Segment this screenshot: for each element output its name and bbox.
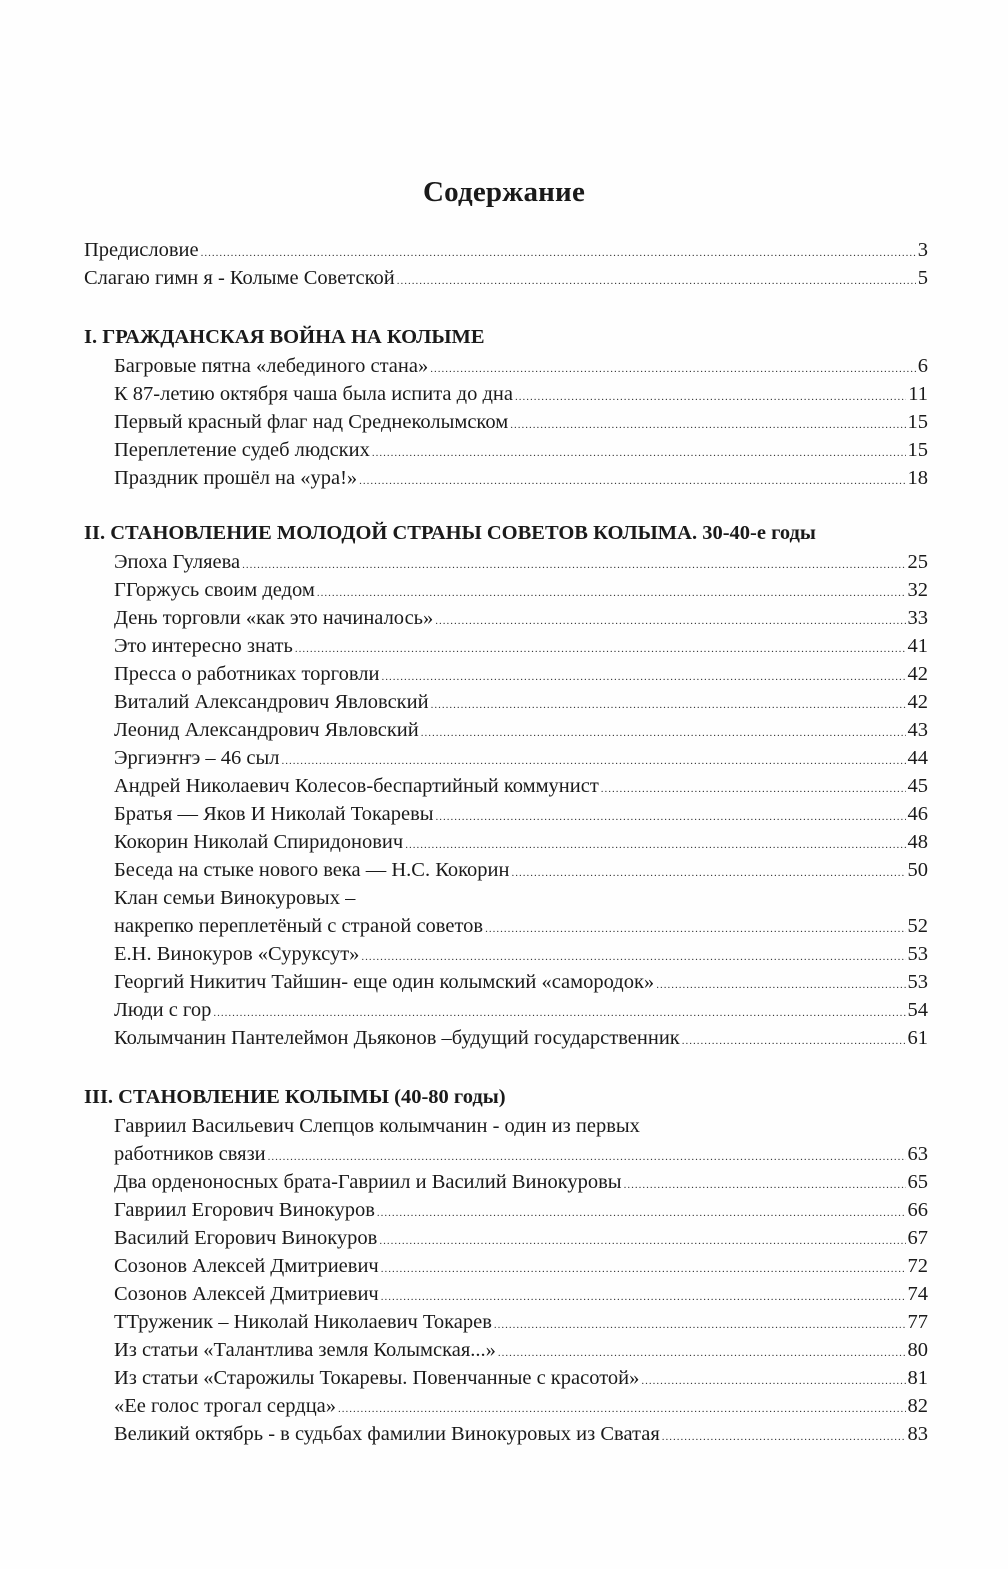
toc-entry-page: 43 <box>907 719 928 741</box>
toc-entry[interactable] <box>84 940 928 968</box>
toc-entry-title: Беседа на стыке нового века — Н.С. Кокорин <box>114 856 511 884</box>
leader-dots <box>405 831 905 859</box>
toc-entry[interactable] <box>84 996 928 1024</box>
toc-entry[interactable] <box>84 856 928 884</box>
leader-dots <box>498 1339 906 1367</box>
toc-entry[interactable] <box>84 436 928 464</box>
toc-entry-title: Праздник прошёл на «ура!» <box>114 464 359 492</box>
leader-dots <box>317 579 906 607</box>
toc-entry-title: Созонов Алексей Дмитриевич <box>114 1252 381 1280</box>
toc-entry-page: 53 <box>907 971 928 993</box>
toc-entry-page: 11 <box>908 383 928 405</box>
toc-entry-title: Люди с гор <box>114 996 213 1024</box>
toc-entry-page: 81 <box>907 1367 928 1389</box>
toc-entry[interactable] <box>84 1252 928 1280</box>
toc-entry-title: Андрей Николаевич Колесов-беспартийный коммунист <box>114 772 601 800</box>
toc-entry[interactable] <box>84 772 928 800</box>
toc-entry-page: 42 <box>907 691 928 713</box>
toc-entry-title: ГГоржусь своим дедом <box>114 576 317 604</box>
leader-dots <box>381 1283 906 1311</box>
toc-entry[interactable] <box>84 1308 928 1336</box>
toc-entry-page: 82 <box>907 1395 928 1417</box>
toc-entry[interactable] <box>84 380 928 408</box>
toc-entry-title: Переплетение судеб людских <box>114 436 372 464</box>
toc-entry[interactable] <box>84 1140 928 1168</box>
leader-dots <box>430 355 916 383</box>
toc-entry[interactable] <box>84 688 928 716</box>
leader-dots <box>377 1199 906 1227</box>
section-heading[interactable]: II. СТАНОВЛЕНИЕ МОЛОДОЙ СТРАНЫ СОВЕТОВ КОЛЫМА. 30-40-е годы <box>84 522 816 544</box>
toc-entry[interactable] <box>84 1364 928 1392</box>
toc-intro <box>84 236 928 292</box>
toc-entry[interactable] <box>84 352 928 380</box>
toc-entry[interactable] <box>84 576 928 604</box>
toc-entry-title: Виталий Александрович Явловский <box>114 688 431 716</box>
toc-entry-title: Кокорин Николай Спиридонович <box>114 828 405 856</box>
toc-entry-title: Первый красный флаг над Среднеколымском <box>114 408 510 436</box>
leader-dots <box>242 551 905 579</box>
leader-dots <box>201 239 916 267</box>
toc-entry[interactable] <box>84 1196 928 1224</box>
toc-entry-title: Колымчанин Пантелеймон Дьяконов –будущий государственник <box>114 1024 682 1052</box>
toc-entry-page: 32 <box>907 579 928 601</box>
toc-entry[interactable] <box>84 1024 928 1052</box>
toc-entry-page: 15 <box>907 439 928 461</box>
toc-entry-page: 45 <box>907 775 928 797</box>
toc-entry-title: Из статьи «Старожилы Токаревы. Повенчанные с красотой» <box>114 1364 641 1392</box>
section-heading[interactable]: III. СТАНОВЛЕНИЕ КОЛЫМЫ (40-80 годы) <box>84 1086 506 1108</box>
toc-entry-title: Георгий Никитич Тайшин- еще один колымский «самородок» <box>114 968 656 996</box>
toc-section-2 <box>84 518 928 1052</box>
toc-entry[interactable] <box>84 1336 928 1364</box>
toc-entry-title: Гавриил Егорович Винокуров <box>114 1196 377 1224</box>
toc-entry-page: 54 <box>907 999 928 1021</box>
leader-dots <box>511 859 905 887</box>
toc-entry-title: Е.Н. Винокуров «Суруксут» <box>114 940 361 968</box>
leader-dots <box>601 775 906 803</box>
leader-dots <box>436 803 906 831</box>
toc-entry-title: Эпоха Гуляева <box>114 548 242 576</box>
toc-entry[interactable] <box>84 632 928 660</box>
toc-entry[interactable] <box>84 236 928 264</box>
toc-entry-title: Великий октябрь - в судьбах фамилии Винокуровых из Сватая <box>114 1420 662 1448</box>
toc-entry-page: 33 <box>907 607 928 629</box>
leader-dots <box>510 411 905 439</box>
toc-entry-title: Это интересно знать <box>114 632 295 660</box>
leader-dots <box>624 1171 906 1199</box>
leader-dots <box>359 467 905 495</box>
toc-entry[interactable] <box>84 1168 928 1196</box>
leader-dots <box>682 1027 906 1055</box>
toc-entry-page: 18 <box>907 467 928 489</box>
toc-entry-page: 41 <box>907 635 928 657</box>
leader-dots <box>485 915 905 943</box>
toc-entry[interactable] <box>84 548 928 576</box>
toc-entry-first-line[interactable] <box>84 884 928 912</box>
toc-entry[interactable] <box>84 408 928 436</box>
toc-entry-page: 48 <box>907 831 928 853</box>
leader-dots <box>515 383 906 411</box>
section-heading[interactable]: I. ГРАЖДАНСКАЯ ВОЙНА НА КОЛЫМЕ <box>84 326 485 348</box>
toc-entry[interactable] <box>84 464 928 492</box>
leader-dots <box>361 943 905 971</box>
leader-dots <box>662 1423 906 1451</box>
toc-entry-title: Гавриил Васильевич Слепцов колымчанин - один из первых <box>114 1112 642 1140</box>
toc-entry-page: 61 <box>907 1027 928 1049</box>
leader-dots <box>381 663 905 691</box>
toc-entry[interactable] <box>84 604 928 632</box>
toc-entry-title: Из статьи «Талантлива земля Колымская...» <box>114 1336 498 1364</box>
toc-entry-page: 53 <box>907 943 928 965</box>
leader-dots <box>268 1143 906 1171</box>
toc-entry-page: 6 <box>917 355 928 377</box>
leader-dots <box>431 691 906 719</box>
leader-dots <box>295 635 906 663</box>
leader-dots <box>379 1227 905 1255</box>
toc-entry[interactable] <box>84 1224 928 1252</box>
leader-dots <box>282 747 906 775</box>
toc-entry[interactable] <box>84 800 928 828</box>
toc-entry-title: Василий Егорович Винокуров <box>114 1224 379 1252</box>
toc-entry-title: День торговли «как это начиналось» <box>114 604 435 632</box>
toc-entry[interactable] <box>84 828 928 856</box>
toc-entry-title: Два орденоносных брата-Гавриил и Василий Винокуровы <box>114 1168 624 1196</box>
toc-entry-title: Созонов Алексей Дмитриевич <box>114 1280 381 1308</box>
toc-entry-title: «Ее голос трогал сердца» <box>114 1392 338 1420</box>
toc-entry-title: ТТруженик – Николай Николаевич Токарев <box>114 1308 494 1336</box>
toc-entry-title: Леонид Александрович Явловский <box>114 716 421 744</box>
toc-entry-page: 5 <box>917 267 928 289</box>
toc-entry-title: Багровые пятна «лебединого стана» <box>114 352 430 380</box>
toc-entry-page: 44 <box>907 747 928 769</box>
toc-entry-first-line[interactable] <box>84 1112 928 1140</box>
leader-dots <box>213 999 905 1027</box>
toc-entry[interactable] <box>84 1392 928 1420</box>
toc-entry[interactable] <box>84 716 928 744</box>
toc-entry[interactable] <box>84 968 928 996</box>
toc-entry-page: 52 <box>907 915 928 937</box>
toc-entry-page: 66 <box>907 1199 928 1221</box>
toc-entry[interactable] <box>84 744 928 772</box>
leader-dots <box>338 1395 905 1423</box>
toc-entry-page: 83 <box>907 1423 928 1445</box>
toc-entry-page: 67 <box>907 1227 928 1249</box>
toc-section-3 <box>84 1082 928 1448</box>
toc-entry[interactable] <box>84 912 928 940</box>
leader-dots <box>421 719 906 747</box>
toc-entry-page: 25 <box>907 551 928 573</box>
toc-entry-title: Братья — Яков И Николай Токаревы <box>114 800 436 828</box>
toc-entry-title: К 87-летию октября чаша была испита до дна <box>114 380 515 408</box>
toc-entry-title: Пресса о работниках торговли <box>114 660 381 688</box>
toc-entry-page: 77 <box>907 1311 928 1333</box>
toc-entry-page: 65 <box>907 1171 928 1193</box>
toc-entry-continuation: накрепко переплетёный с страной советов <box>114 912 485 940</box>
leader-dots <box>656 971 905 999</box>
toc-entry-page: 80 <box>907 1339 928 1361</box>
leader-dots <box>435 607 905 635</box>
toc-entry-page: 42 <box>907 663 928 685</box>
leader-dots <box>397 267 916 295</box>
toc-section-1 <box>84 322 928 492</box>
leader-dots <box>641 1367 905 1395</box>
leader-dots <box>372 439 906 467</box>
toc-entry-page: 72 <box>907 1255 928 1277</box>
toc-entry[interactable] <box>84 264 928 292</box>
leader-dots <box>381 1255 906 1283</box>
toc-entry-page: 15 <box>907 411 928 433</box>
toc-entry-page: 46 <box>907 803 928 825</box>
toc-entry[interactable] <box>84 1280 928 1308</box>
toc-entry-title: Эргиэҥҥэ – 46 сыл <box>114 744 282 772</box>
page-title: Содержание <box>422 176 586 208</box>
leader-dots <box>494 1311 906 1339</box>
toc-entry-page: 3 <box>917 239 928 261</box>
toc-entry-page: 74 <box>907 1283 928 1305</box>
toc-entry-page: 50 <box>907 859 928 881</box>
toc-entry[interactable] <box>84 660 928 688</box>
toc-entry-title: Клан семьи Винокуровых – <box>114 884 357 912</box>
toc-entry-title: Предисловие <box>84 236 201 264</box>
toc-entry[interactable] <box>84 1420 928 1448</box>
toc-entry-title: Слагаю гимн я - Колыме Советской <box>84 264 397 292</box>
toc-entry-page: 63 <box>907 1143 928 1165</box>
toc-entry-continuation: работников связи <box>114 1140 268 1168</box>
